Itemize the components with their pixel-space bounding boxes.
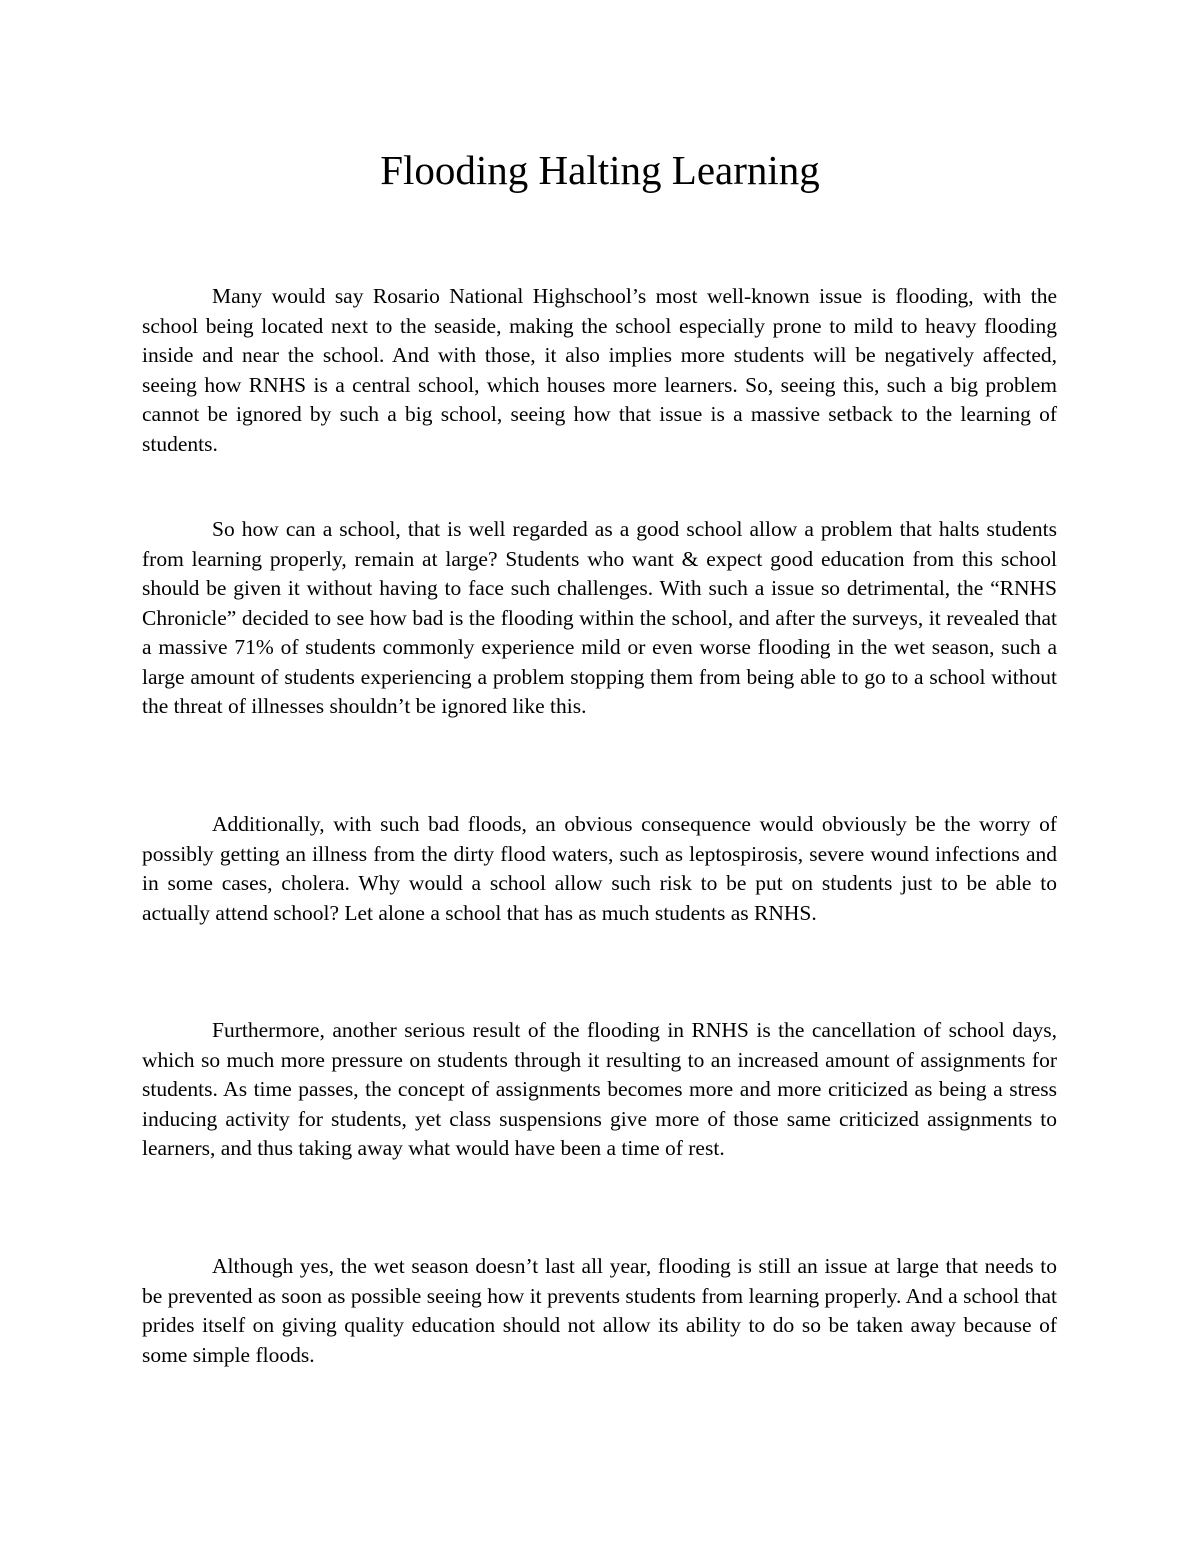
paragraph-1: Many would say Rosario National Highschool’s most well-known issue is flooding, with the school being located next to the seaside, making the school especially prone to mild to heavy flooding inside and near the school. And with those, it also implies more students will be negatively affected, seeing how RNHS is a central school, which houses more learners. So, seeing this, such a big problem cannot be ignored by such a big school, seeing how that issue is a massive setback to the learning of students.	[142, 284, 1057, 456]
paragraph-4: Furthermore, another serious result of the flooding in RNHS is the cancellation of school days, which so much more pressure on students through it resulting to an increased amount of assignments for students. As time passes, the concept of assignments becomes more and more criticized as being a stress inducing activity for students, yet class suspensions give more of those same criticized assignments to learners, and thus taking away what would have been a time of rest.	[142, 1018, 1057, 1160]
document-title: Flooding Halting Learning	[380, 147, 820, 193]
paragraph-2: So how can a school, that is well regarded as a good school allow a problem that halts students from learning properly, remain at large? Students who want & expect good education from this school should be given it without having to face such challenges. With such a issue so detrimental, the “RNHS Chronicle” decided to see how bad is the flooding within the school, and after the surveys, it revealed that a massive 71% of students commonly experience mild or even worse flooding in the wet season, such a large amount of students experiencing a problem stopping them from being able to go to a school without the threat of illnesses shouldn’t be ignored like this.	[142, 517, 1057, 718]
paragraph-5: Although yes, the wet season doesn’t last all year, flooding is still an issue at large that needs to be prevented as soon as possible seeing how it prevents students from learning properly. And a school that prides itself on giving quality education should not allow its ability to do so be taken away because of some simple floods.	[142, 1254, 1057, 1367]
paragraph-3: Additionally, with such bad floods, an obvious consequence would obviously be the worry of possibly getting an illness from the dirty flood waters, such as leptospirosis, severe wound infections and in some cases, cholera. Why would a school allow such risk to be put on students just to be able to actually attend school? Let alone a school that has as much students as RNHS.	[142, 812, 1057, 925]
